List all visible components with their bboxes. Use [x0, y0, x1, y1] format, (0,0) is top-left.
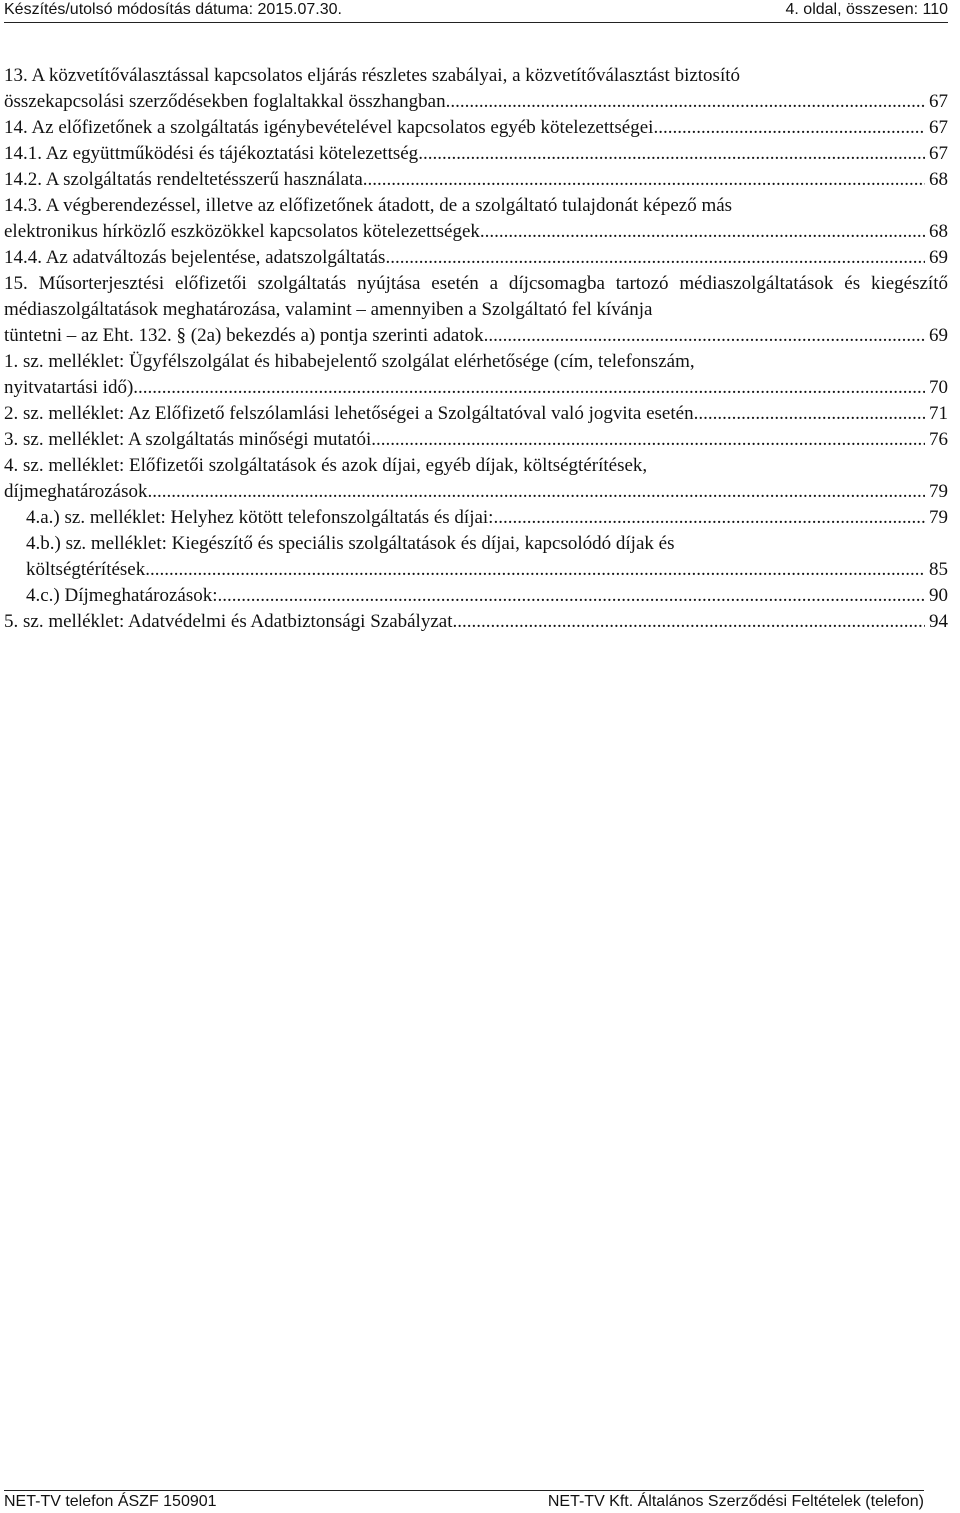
- toc-leader-dots: [363, 167, 925, 193]
- toc-entry-text: 14.3. A végberendezéssel, illetve az előfizetőnek átadott, de a szolgáltató tulajdonát képező más: [4, 195, 733, 216]
- toc-leader-dots: [694, 401, 925, 427]
- toc-entry-line: [4, 401, 948, 427]
- toc-entry-title: 5. sz. melléklet: Adatvédelmi és Adatbiztonsági Szabályzat: [4, 611, 453, 632]
- toc-entry-title: költségtérítések: [26, 559, 146, 580]
- toc-leader-dots: [450, 89, 925, 115]
- toc-entry-line: [4, 167, 948, 193]
- toc-page-number: 76: [929, 429, 948, 450]
- toc-leader-dots: [484, 323, 925, 349]
- toc-entry-title: 14. Az előfizetőnek a szolgáltatás igénybevételével kapcsolatos egyéb kötelezettségei: [4, 117, 654, 138]
- toc-entry[interactable]: [4, 609, 948, 635]
- toc-entry-line: [4, 219, 948, 245]
- toc-entry[interactable]: [4, 271, 948, 349]
- toc-page-number: 68: [929, 169, 948, 190]
- toc-page-number: 79: [929, 481, 948, 502]
- toc-entry[interactable]: [4, 63, 948, 115]
- toc-page-number: 67: [929, 143, 948, 164]
- toc-entry-text: 13. A közvetítőválasztással kapcsolatos eljárás részletes szabályai, a közvetítőválasztást biztosító: [4, 65, 741, 86]
- toc-page-number: 90: [929, 585, 948, 606]
- toc-entry-line: [4, 427, 948, 453]
- toc-leader-dots: [133, 375, 925, 401]
- toc-entry-title: 4.a.) sz. melléklet: Helyhez kötött telefonszolgáltatás és díjai:: [26, 507, 494, 528]
- toc-entry-title: 2. sz. melléklet: Az Előfizető felszólamlási lehetőségei a Szolgáltatóval való jogvita esetén: [4, 403, 694, 424]
- footer-document-title: NET-TV Kft. Általános Szerződési Feltételek (telefon): [547, 1493, 924, 1510]
- toc-page-number: 71: [929, 403, 948, 424]
- toc-page-number: 70: [929, 377, 948, 398]
- toc-entry-title: összekapcsolási szerződésekben foglaltakkal összhangban.: [4, 91, 451, 112]
- toc-page-number: 79: [929, 507, 948, 528]
- toc-entry-title: 4.c.) Díjmeghatározások:: [26, 585, 218, 606]
- toc-entry-title: díjmeghatározások: [4, 481, 148, 502]
- toc-entry-line: [4, 479, 948, 505]
- toc-entry-line: [26, 557, 948, 583]
- toc-entry-title: nyitvatartási idő): [4, 377, 134, 398]
- toc-page-number: 67: [929, 117, 948, 138]
- toc-entry-text: 4. sz. melléklet: Előfizetői szolgáltatások és azok díjai, egyéb díjak, költségtérítések,: [4, 455, 648, 476]
- toc-leader-dots: [148, 479, 925, 505]
- toc-leader-dots: [145, 557, 925, 583]
- toc-leader-dots: [453, 609, 926, 635]
- toc-entry-title: 14.2. A szolgáltatás rendeltetésszerű használata: [4, 169, 363, 190]
- toc-entry[interactable]: [4, 531, 948, 583]
- toc-leader-dots: [218, 583, 925, 609]
- toc-page-number: 69: [929, 247, 948, 268]
- page-header: [4, 0, 948, 23]
- toc-entry-text: 1. sz. melléklet: Ügyfélszolgálat és hibabejelentő szolgálat elérhetősége (cím, telefonszám,: [4, 351, 695, 372]
- toc-entry-line: [4, 115, 948, 141]
- toc-entry[interactable]: [4, 453, 948, 505]
- toc-entry[interactable]: [4, 193, 948, 245]
- toc-entry-line: [4, 323, 948, 349]
- toc-entry[interactable]: [4, 349, 948, 401]
- table-of-contents: [4, 63, 948, 635]
- toc-entry-text: 4.b.) sz. melléklet: Kiegészítő és speciális szolgáltatások és díjai, kapcsolódó díjak és: [26, 533, 675, 554]
- toc-entry-line: [4, 141, 948, 167]
- toc-entry-text: 15. Műsorterjesztési előfizetői szolgáltatás nyújtása esetén a díjcsomagba tartozó médiaszolgáltatások és kiegészítő médiaszolgáltatások meghatározása, valamint – amennyiben a Szolgáltató fel kívánja: [4, 273, 948, 320]
- toc-leader-dots: [371, 427, 925, 453]
- header-page-counter: 4. oldal, összesen: 110: [785, 1, 948, 18]
- toc-entry[interactable]: [4, 245, 948, 271]
- toc-leader-dots: [493, 505, 925, 531]
- toc-leader-dots: [653, 115, 925, 141]
- toc-entry[interactable]: [4, 167, 948, 193]
- toc-entry[interactable]: [4, 401, 948, 427]
- toc-entry-title: 3. sz. melléklet: A szolgáltatás minőségi mutatói: [4, 429, 372, 450]
- toc-leader-dots: [480, 219, 925, 245]
- toc-entry-title: 14.1. Az együttműködési és tájékoztatási kötelezettség: [4, 143, 419, 164]
- toc-page-number: 85: [929, 559, 948, 580]
- toc-entry[interactable]: [4, 141, 948, 167]
- toc-entry-line: [4, 375, 948, 401]
- toc-entry[interactable]: [4, 583, 948, 609]
- toc-entry[interactable]: [4, 505, 948, 531]
- toc-entry-line: [4, 245, 948, 271]
- header-revision-date: Készítés/utolsó módosítás dátuma: 2015.07.30.: [4, 1, 342, 18]
- toc-entry[interactable]: [4, 427, 948, 453]
- footer-document-id: NET-TV telefon ÁSZF 150901: [4, 1493, 217, 1510]
- toc-entry-line: [4, 89, 948, 115]
- toc-page-number: 94: [929, 611, 948, 632]
- toc-entry-title: 14.4. Az adatváltozás bejelentése, adatszolgáltatás: [4, 247, 386, 268]
- toc-leader-dots: [385, 245, 925, 271]
- toc-entry-line: [26, 505, 948, 531]
- toc-page-number: 68: [929, 221, 948, 242]
- toc-entry-line: [4, 609, 948, 635]
- toc-entry-title: elektronikus hírközlő eszközökkel kapcsolatos kötelezettségek: [4, 221, 480, 242]
- toc-entry-title: tüntetni – az Eht. 132. § (2a) bekezdés a) pontja szerinti adatok: [4, 325, 484, 346]
- page-footer: [4, 1490, 924, 1513]
- toc-page-number: 67: [929, 91, 948, 112]
- toc-page-number: 69: [929, 325, 948, 346]
- toc-leader-dots: [418, 141, 925, 167]
- toc-entry[interactable]: [4, 115, 948, 141]
- toc-entry-line: [26, 583, 948, 609]
